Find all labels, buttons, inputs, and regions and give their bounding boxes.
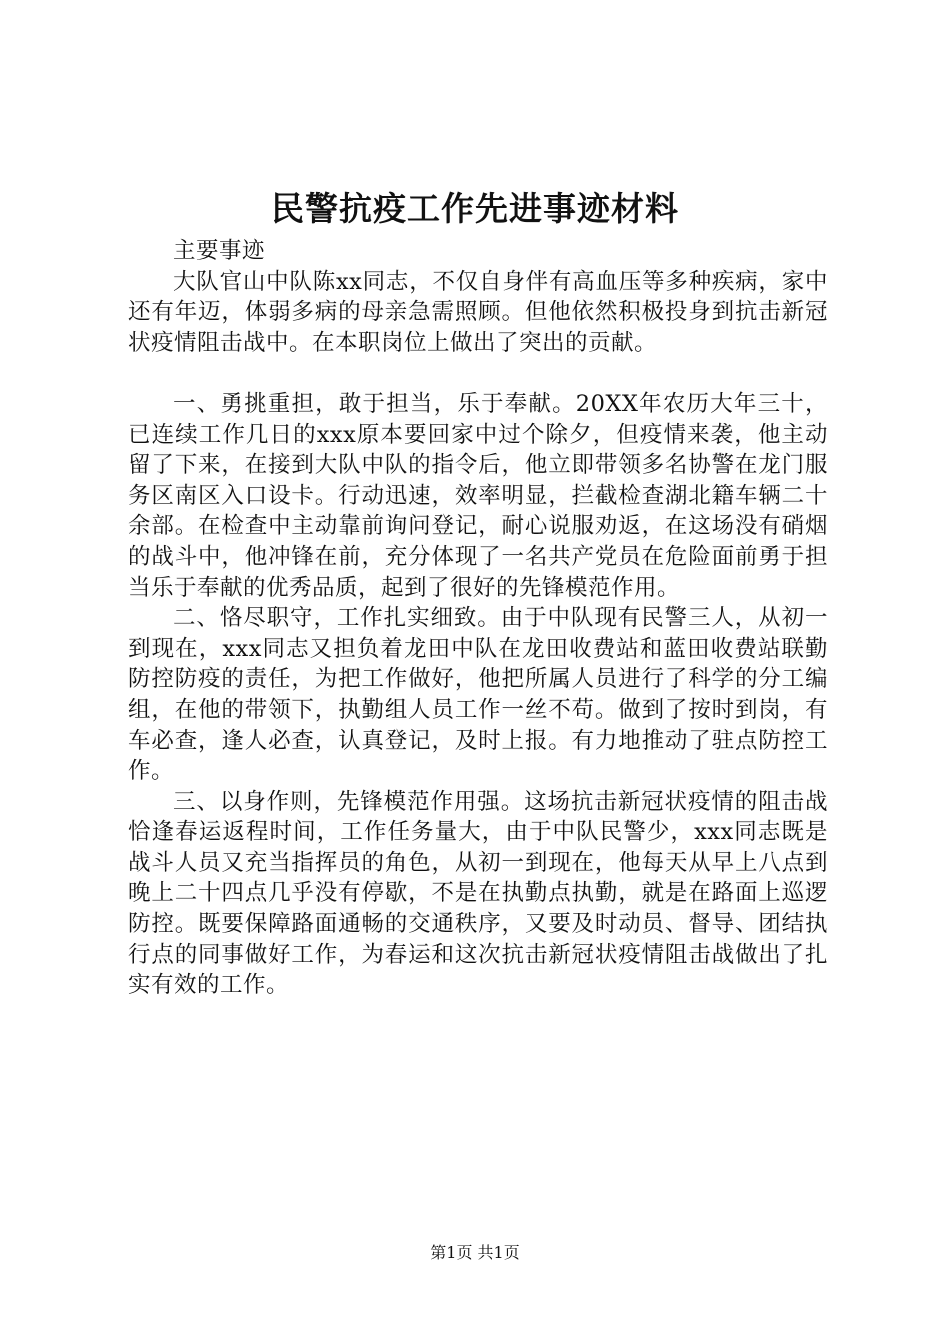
paragraph-spacer <box>128 358 828 389</box>
document-title: 民警抗疫工作先进事迹材料 <box>271 189 679 228</box>
page-footer: 第1页 共1页 <box>430 1243 520 1262</box>
paragraph-section-2: 二、恪尽职守，工作扎实细致。由于中队现有民警三人，从初一到现在，xxx同志又担负着龙田中队在龙田收费站和蓝田收费站联勤防控防疫的责任，为把工作做好，他把所属人员进行了科学的分工编组，在他的带领下，执勤组人员工作一丝不苟。做到了按时到岗，有车必查，逢人必查，认真登记，及时上报。有力地推动了驻点防控工作。 <box>128 605 828 785</box>
paragraph-heading: 主要事迹 <box>173 238 266 264</box>
paragraph-section-1: 一、勇挑重担，敢于担当，乐于奉献。20XX年农历大年三十，已连续工作几日的xxx原本要回家中过个除夕，但疫情来袭，他主动留了下来，在接到大队中队的指令后，他立即带领多名协警在龙门服务区南区入口设卡。行动迅速，效率明显，拦截检查湖北籍车辆二十余部。在检查中主动靠前询问登记，耐心说服劝返，在这场没有硝烟的战斗中，他冲锋在前，充分体现了一名共产党员在危险面前勇于担当乐于奉献的优秀品质，起到了很好的先锋模范作用。 <box>128 390 828 601</box>
paragraph-section-3: 三、以身作则，先锋模范作用强。这场抗击新冠状疫情的阻击战恰逢春运返程时间，工作任务量大，由于中队民警少，xxx同志既是战斗人员又充当指挥员的角色，从初一到现在，他每天从早上八点到晚上二十四点几乎没有停歇，不是在执勤点执勤，就是在路面上巡逻防控。既要保障路面通畅的交通秩序，又要及时动员、督导、团结执行点的同事做好工作，为春运和这次抗击新冠状疫情阻击战做出了扎实有效的工作。 <box>128 788 828 999</box>
document-body <box>128 236 828 1001</box>
paragraph-intro: 大队官山中队陈xx同志，不仅自身伴有高血压等多种疾病，家中还有年迈，体弱多病的母亲急需照顾。但他依然积极投身到抗击新冠状疫情阻击战中。在本职岗位上做出了突出的贡献。 <box>128 268 828 356</box>
